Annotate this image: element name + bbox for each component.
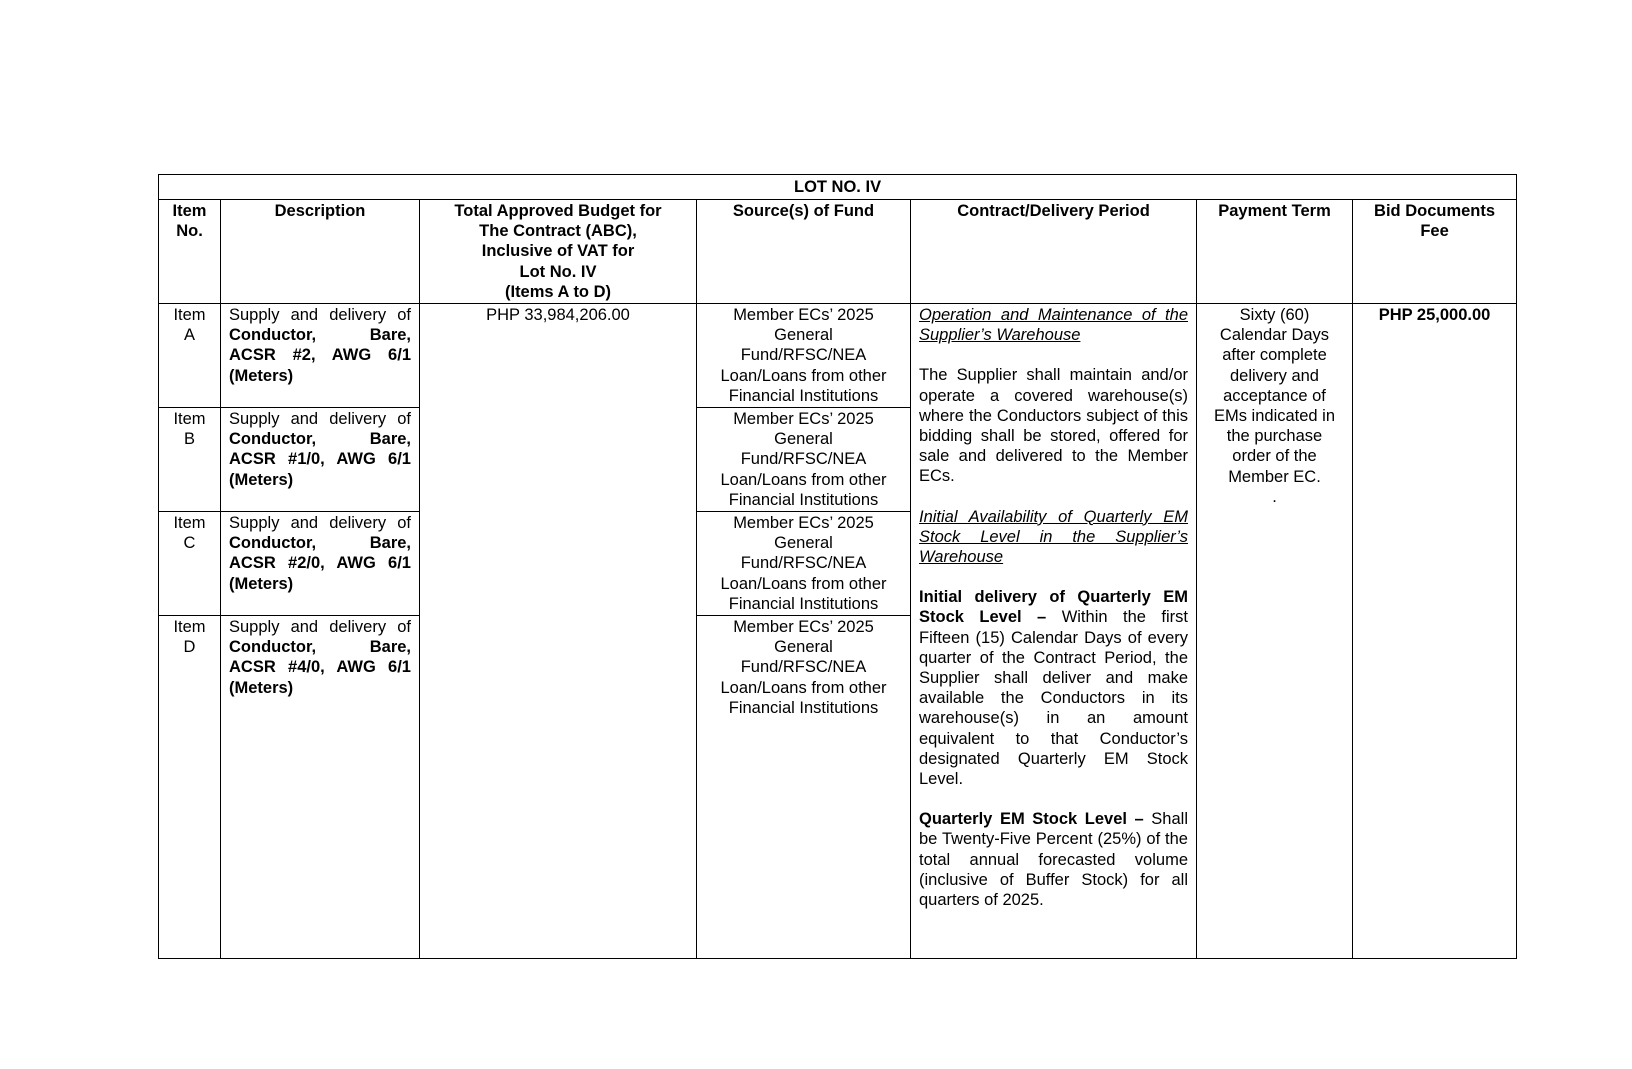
bid-fee-value: PHP 25,000.00 — [1353, 304, 1517, 959]
header-abc-line4: Lot No. IV — [519, 262, 597, 281]
header-contract-period: Contract/Delivery Period — [911, 200, 1197, 304]
header-item-no — [159, 200, 221, 304]
header-bid-fee-line1: Bid Documents — [1374, 202, 1496, 220]
quarterly-stock-bold: Quarterly EM Stock Level – — [919, 810, 1144, 829]
section1-text: The Supplier shall maintain and/or operate a covered warehouse(s) where the Conductors subject of this bidding shall be stored, offered for sale and delivered to the Member ECs. — [919, 366, 1188, 486]
lot-table — [158, 174, 1517, 959]
initial-delivery-text: Within the first Fifteen (15) Calendar Days of every quarter of the Contract Period, the Supplier shall deliver and make available the Conductors in its warehouse(s) in an amount equivalent to that Conductor’s designated Quarterly EM Stock Level. — [919, 608, 1188, 789]
description-plain: Supply and delivery of — [229, 306, 411, 325]
quarterly-stock-text: Shall be Twenty-Five Percent (25%) of the total annual forecasted volume (inclusive of Buffer Stock) for all quarters of 2025. — [919, 810, 1188, 910]
description-bold: Conductor, Bare, ACSR #4/0, AWG 6/1 (Meters) — [229, 638, 411, 697]
payment-term-cell: Sixty (60) Calendar Days after complete delivery and acceptance of EMs indicated in the purchase order of the Member EC. . — [1197, 304, 1353, 959]
section2-heading: Initial Availability of Quarterly EM Stock Level in the Supplier’s Warehouse — [919, 507, 1188, 567]
header-abc-line2: The Contract (ABC), — [479, 222, 637, 241]
header-description: Description — [221, 200, 420, 304]
item-source: Member ECs’ 2025 General Fund/RFSC/NEA Loan/Loans from other Financial Institutions — [697, 512, 911, 616]
item-description — [221, 616, 420, 959]
item-label: Item A — [159, 304, 221, 408]
header-item-no-line2: No. — [176, 222, 203, 241]
header-item-no-line1: Item — [172, 202, 207, 220]
item-source: Member ECs’ 2025 General Fund/RFSC/NEA Loan/Loans from other Financial Institutions — [697, 304, 911, 408]
lot-title: LOT NO. IV — [159, 175, 1517, 200]
header-abc — [420, 200, 697, 304]
description-plain: Supply and delivery of — [229, 410, 411, 429]
description-bold: Conductor, Bare, ACSR #1/0, AWG 6/1 (Meters) — [229, 430, 411, 489]
description-plain: Supply and delivery of — [229, 618, 411, 637]
header-bid-fee — [1353, 200, 1517, 304]
initial-delivery-paragraph — [919, 587, 1188, 789]
section1-heading: Operation and Maintenance of the Supplier’s Warehouse — [919, 306, 1188, 345]
header-abc-line1: Total Approved Budget for — [454, 202, 662, 220]
description-plain: Supply and delivery of — [229, 514, 411, 533]
item-description — [221, 512, 420, 616]
header-abc-line5: (Items A to D) — [504, 282, 612, 301]
item-label: Item B — [159, 408, 221, 512]
description-bold: Conductor, Bare, ACSR #2/0, AWG 6/1 (Meters) — [229, 534, 411, 593]
quarterly-stock-paragraph — [919, 809, 1188, 910]
initial-delivery-bold: Initial delivery of Quarterly EM Stock Level – — [919, 588, 1188, 627]
header-bid-fee-line2: Fee — [1420, 222, 1449, 241]
abc-value: PHP 33,984,206.00 — [420, 304, 697, 959]
item-source: Member ECs’ 2025 General Fund/RFSC/NEA Loan/Loans from other Financial Institutions — [697, 408, 911, 512]
item-source: Member ECs’ 2025 General Fund/RFSC/NEA Loan/Loans from other Financial Institutions — [697, 616, 911, 959]
table-row — [159, 304, 1517, 408]
header-source: Source(s) of Fund — [697, 200, 911, 304]
item-description — [221, 304, 420, 408]
header-abc-line3: Inclusive of VAT for — [481, 242, 635, 261]
contract-period-cell — [911, 304, 1197, 959]
description-bold: Conductor, Bare, ACSR #2, AWG 6/1 (Meters) — [229, 326, 411, 385]
item-description — [221, 408, 420, 512]
header-payment-term: Payment Term — [1197, 200, 1353, 304]
item-label: Item D — [159, 616, 221, 959]
item-label: Item C — [159, 512, 221, 616]
